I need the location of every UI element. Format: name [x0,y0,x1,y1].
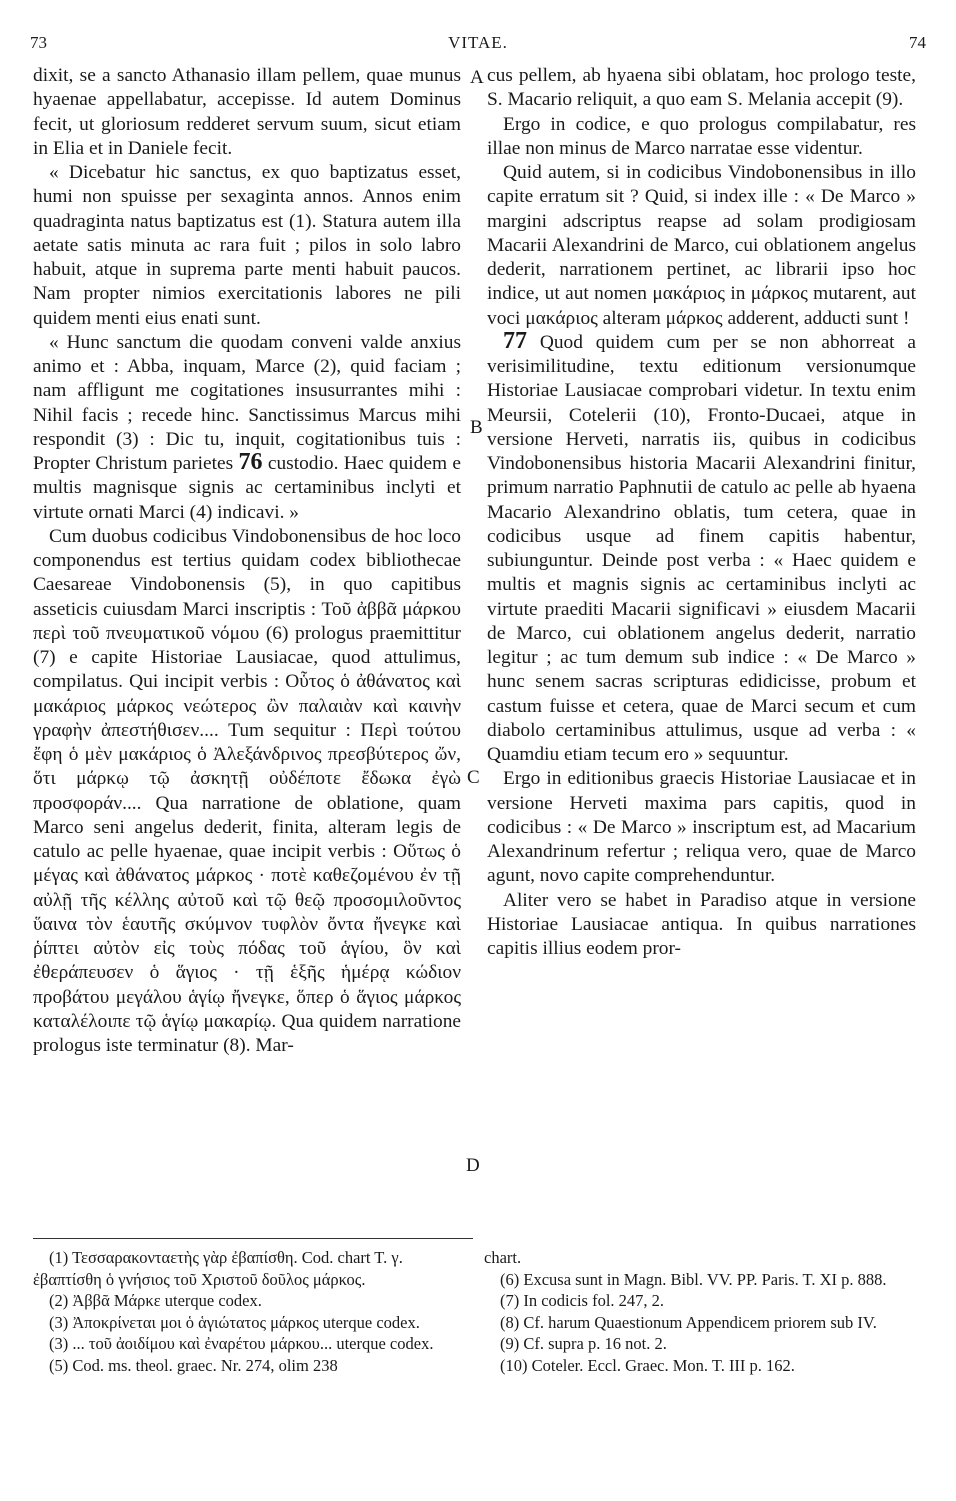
right-paragraph-1: cus pellem, ab hyaena sibi oblatam, hoc prologo teste, S. Macario reliquit, a quo eam S. Melania accepit (9). [487,65,916,111]
footnote: (3) Ἀποκρίνεται μοι ὁ ἁγιώτατος μάρκος uterque codex. [49,1312,420,1332]
left-column [33,64,461,1058]
right-paragraph-5: Ergo in editionibus graecis Historiae Lausiacae et in versione Herveti maxima pars capitis, quod in codicibus : « De Marco » inscriptum est, ad Macarium Alexandrinum refertur ; reliqua vero, quae de Marco agunt, novo capite comprehenduntur. [487,768,916,887]
running-header [30,33,926,57]
footnote: (3) ... τοῦ ἀοιδίμου καὶ ἐναρέτου μάρκου... uterque codex. [49,1334,434,1354]
marginal-page-number-77: 77 [503,327,527,354]
marginal-page-number-76: 76 [238,449,263,475]
footnote: (7) In codicis fol. 247, 2. [500,1291,665,1311]
footnote-continuation: chart. [484,1248,522,1267]
right-paragraph-4 [487,327,916,768]
left-paragraph-3-start: « Hunc sanctum die quodam conveni valde anxius animo et : Abba, inquam, Marce (2), quid faciam ; nam affligunt me cogitationes insusurrantes mihi : Nihil facis ; recede hinc. Sanctissimus Marcus mihi respondit (3) : Dic tu, inquit, cogitationibus tuis : Propter Christum parietes [33,331,461,474]
footnote: (10) Coteler. Eccl. Graec. Mon. T. III p. 162. [500,1355,795,1375]
left-paragraph-3-end: custodio. Haec quidem e multis magnisque signis ac certaminibus inclyti et virtute ornati Marci (4) indicavi. » [33,453,461,523]
footnote: (6) Excusa sunt in Magn. Bibl. VV. PP. Paris. T. XI p. 888. [500,1269,887,1289]
footnote: (5) Cod. ms. theol. graec. Nr. 274, olim 238 [49,1355,338,1375]
footnote: (1) Τεσσαρακονταετὴς γὰρ ἐβαπίσθη. Cod. chart T. γ. ἐβαπτίσθη ὁ γνήσιος τοῦ Χριστοῦ δοῦλος μάρκος. [33,1248,403,1289]
footnote: (8) Cf. harum Quaestionum Appendicem priorem sub IV. [500,1312,877,1332]
footnote-rule [33,1238,473,1239]
left-paragraph-3 [33,331,461,525]
right-paragraph-2: Ergo in codice, e quo prologus compilabatur, res illae non minus de Marco narratae esse videntur. [487,113,916,159]
left-paragraph-2: « Dicebatur hic sanctus, ex quo baptizatus esset, humi non spuisse per sexaginta annos. Annos enim quadraginta natus baptizatus est (1). Statura autem illa aetate satis minuta ac rara fuit ; pilos in solo labro habuit, atque in suprema parte menti habuit paucos. Nam propter nimios exercitationis labores ne pili quidem menti eius enati sunt. [33,162,461,329]
footnote: (2) Ἀββᾶ Μάρκε uterque codex. [49,1291,262,1311]
margin-letter-d: D [466,1155,480,1176]
footnotes-right [484,1247,918,1377]
margin-letter-a: A [470,67,484,88]
right-column [487,64,916,961]
page-number-right: 74 [909,33,926,52]
margin-letter-b: B [470,417,483,438]
right-paragraph-3: Quid autem, si in codicibus Vindobonensibus in illo capite erratum sit ? Quid, si index ille : « De Marco » margini adscriptus reapse ad solam prodigiosam Macarii Alexandrini de Marco, cui oblationem angelus dederit, narrationem pertinet, ac librarii ipso hoc indice, ut aut nomen μακάριος in μάρκος mutarent, aut voci μακάριος alteram μάρκος adderent, adducti sunt ! [487,162,916,329]
footnote: (9) Cf. supra p. 16 not. 2. [500,1334,667,1354]
right-paragraph-6: Aliter vero se habet in Paradiso atque in versione Historiae Lausiacae antiqua. In quibus narrationes capitis illius eodem pror- [487,889,916,959]
left-paragraph-1: dixit, se a sancto Athanasio illam pellem, quae munus hyaenae appellabatur, accepisse. Id autem Dominus fecit, ut gloriosum redderet servum suum, sicut etiam in Elia et in Daniele fecit. [33,65,461,159]
running-title: VITAE. [448,33,508,52]
footnotes-left [33,1247,461,1377]
right-paragraph-4-text: Quod quidem cum per se non abhorreat a verisimilitudine, textu editionum versionumque Historiae Lausiacae comprobari videtur. In textu enim Meursii, Cotelerii (10), Fronto-Ducaei, atque in versione Herveti, narratis iis, quibus in codicibus Vindobonensibus historia Macarii Alexandrini finitur, primum narratio Paphnutii de catulo ac pelle ab hyaena Macario Alexandrino oblatis, tum cetera, quae in codicibus usque ad finem capitis habentur, subiunguntur. Deinde post verba : « Haec quidem e multis et magnis signis ac certaminibus inclyti ac virtute praediti Macarii significavi » eiusdem Macarii de Marco, cui oblationem angelus dederit, narratio legitur ; ac tum demum sub indice : « De Marco » hunc senem sacras scripturas edidicisse, probum et castum fuisse et cetera, quae de Marci secum et cum diabolo certaminibus attulimus, usque ad verba : « Quamdiu etiam tecum ero » sequuntur. [487,331,916,765]
left-paragraph-4: Cum duobus codicibus Vindobonensibus de hoc loco componendus est tertius quidam codex bibliothecae Caesareae Vindobonensis (5), in quo capitibus asseticis cuiusdam Marci inscriptis : Τοῦ ἀββᾶ μάρκου περὶ τοῦ πνευματικοῦ νόμου (6) prologus praemittitur (7) e capite Historiae Lausiacae, quod attulimus, compilatus. Qui incipit verbis : Οὗτος ὁ ἀθάνατος καὶ μακάριος μάρκος νεώτερος ὢν παλαιὰν καὶ καινὴν γραφὴν ἀπεστήθισεν.... Tum sequitur : Περὶ τούτου ἔφη ὁ μὲν μακάριος ὁ Ἀλεξάνδρινος πρεσβύτερος ὤν, ὅτι μάρκῳ τῷ ἀσκητῇ οὐδέποτε ἔδωκα ἐγὼ προσφοράν.... Qua narratione de oblatione, quam Marco seni angelus dederit, finita, alteram legis de catulo ac pelle hyaenae, quae incipit verbis : Οὕτως ὁ μέγας καὶ ἀθάνατος μάρκος · ποτὲ καθεζομένου ἐν τῇ αὐλῇ τῆς κέλλης αὐτοῦ καὶ τῷ θεῷ προσομιλοῦντος ὕαινα τὸν ἑαυτῆς σκύμνον τυφλὸν ὄντα ἤνεγκε καὶ ῥίπτει αὐτὸν εἰς τοὺς πόδας τοῦ ἁγίου, ὃν καὶ ἐθεράπευσεν ὁ ἅγιος · τῇ ἑξῆς ἡμέρᾳ κώδιον προβάτου μεγάλου ἁγίῳ ἤνεγκε, ὅπερ ὁ ἅγιος μάρκος καταλέλοιπε τῷ ἁγίῳ μακαρίῳ. Qua quidem narratione prologus iste terminatur (8). Mar- [33,525,461,1056]
page-number-left: 73 [30,33,47,52]
margin-letter-c: C [467,767,480,788]
